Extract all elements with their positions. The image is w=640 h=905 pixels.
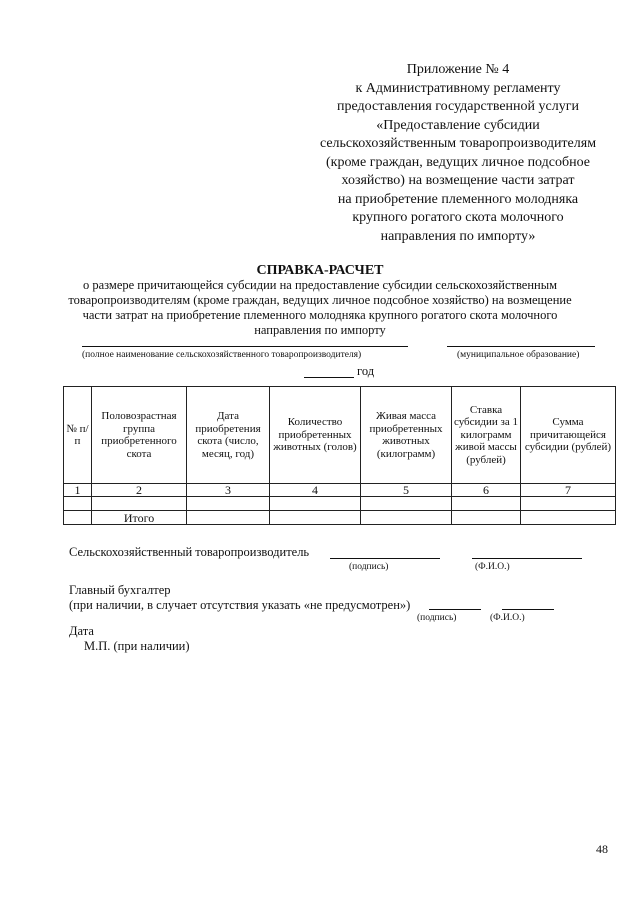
column-number: 6 [452, 484, 521, 497]
table-cell[interactable] [187, 497, 270, 511]
table-header-cell: № п/п [64, 387, 92, 484]
year-label: год [357, 364, 375, 378]
column-number: 4 [270, 484, 361, 497]
table-cell[interactable] [452, 511, 521, 525]
stamp-label: М.П. (при наличии) [84, 639, 190, 653]
calculation-table [63, 386, 616, 525]
table-total-row [64, 511, 616, 525]
table-cell[interactable] [270, 511, 361, 525]
producer-fio-line[interactable] [472, 558, 582, 559]
producer-name-line[interactable] [82, 346, 408, 347]
table-header-cell: Количество приобретенных животных (голов) [270, 387, 361, 484]
appendix-line: Приложение № 4 [406, 62, 510, 77]
appendix-line: (кроме граждан, ведущих личное подсобное [325, 154, 590, 170]
subtitle-line: части затрат на приобретение племенного молодняка крупного рогатого скота молочного [82, 308, 558, 322]
appendix-line: направления по импорту» [380, 228, 536, 244]
total-label: Итого [92, 511, 187, 525]
column-number: 3 [187, 484, 270, 497]
appendix-line: сельскохозяйственным товаропроизводителям [319, 136, 597, 151]
table-header-cell: Живая масса приобретенных животных (килограмм) [361, 387, 452, 484]
accountant-note: (при наличии, в случает отсутствия указать «не предусмотрен») [69, 598, 411, 612]
producer-fio-caption: (Ф.И.О.) [475, 562, 510, 572]
table-cell[interactable] [361, 497, 452, 511]
table-cell[interactable] [92, 497, 187, 511]
municipality-line[interactable] [447, 346, 595, 347]
table-cell[interactable] [521, 497, 616, 511]
column-number: 2 [92, 484, 187, 497]
page-number: 48 [596, 842, 608, 856]
table-cell[interactable] [187, 511, 270, 525]
table-header-cell: Сумма причитающейся субсидии (рублей) [521, 387, 616, 484]
table-header-cell: Половозрастная группа приобретенного скота [92, 387, 187, 484]
table-cell[interactable] [452, 497, 521, 511]
date-label: Дата [69, 624, 94, 638]
document-title: СПРАВКА-РАСЧЕТ [256, 263, 384, 278]
appendix-line: к Административному регламенту [355, 80, 561, 96]
appendix-line: крупного рогатого скота молочного [352, 210, 564, 225]
appendix-line: на приобретение племенного молодняка [337, 191, 579, 207]
producer-signature-caption: (подпись) [349, 562, 389, 572]
table-number-row [64, 484, 616, 497]
accountant-signature-caption: (подпись) [417, 613, 457, 623]
table-cell[interactable] [361, 511, 452, 525]
accountant-label: Главный бухгалтер [69, 583, 171, 597]
column-number: 7 [521, 484, 616, 497]
year-line[interactable] [304, 377, 354, 378]
table-header-cell: Ставка субсидии за 1 килограмм живой массы (рублей) [452, 387, 521, 484]
table-cell [64, 511, 92, 525]
subtitle-line: о размере причитающейся субсидии на предоставление субсидии сельскохозяйственным [82, 278, 558, 292]
accountant-fio-caption: (Ф.И.О.) [490, 613, 525, 623]
appendix-line: предоставления государственной услуги [337, 99, 579, 114]
producer-signature-line[interactable] [330, 558, 440, 559]
municipality-caption: (муниципальное образование) [457, 350, 580, 360]
producer-name-caption: (полное наименование сельскохозяйственного товаропроизводителя) [82, 350, 362, 360]
table-cell[interactable] [64, 497, 92, 511]
table-row [64, 497, 616, 511]
table-cell[interactable] [521, 511, 616, 525]
appendix-header [290, 61, 626, 246]
column-number: 5 [361, 484, 452, 497]
appendix-line: хозяйство) на возмещение части затрат [341, 173, 575, 188]
accountant-signature-line[interactable] [429, 609, 481, 610]
document-subtitle [50, 278, 590, 338]
producer-label: Сельскохозяйственный товаропроизводитель [69, 545, 310, 559]
table-header-cell: Дата приобретения скота (число, месяц, год) [187, 387, 270, 484]
subtitle-line: товаропроизводителям (кроме граждан, ведущих личное подсобное хозяйство) на возмещение [68, 293, 572, 307]
table-header-row [64, 387, 616, 484]
table-cell[interactable] [270, 497, 361, 511]
accountant-fio-line[interactable] [502, 609, 554, 610]
appendix-line: «Предоставление субсидии [376, 117, 540, 133]
column-number: 1 [64, 484, 92, 497]
subtitle-line: направления по импорту [254, 323, 386, 337]
